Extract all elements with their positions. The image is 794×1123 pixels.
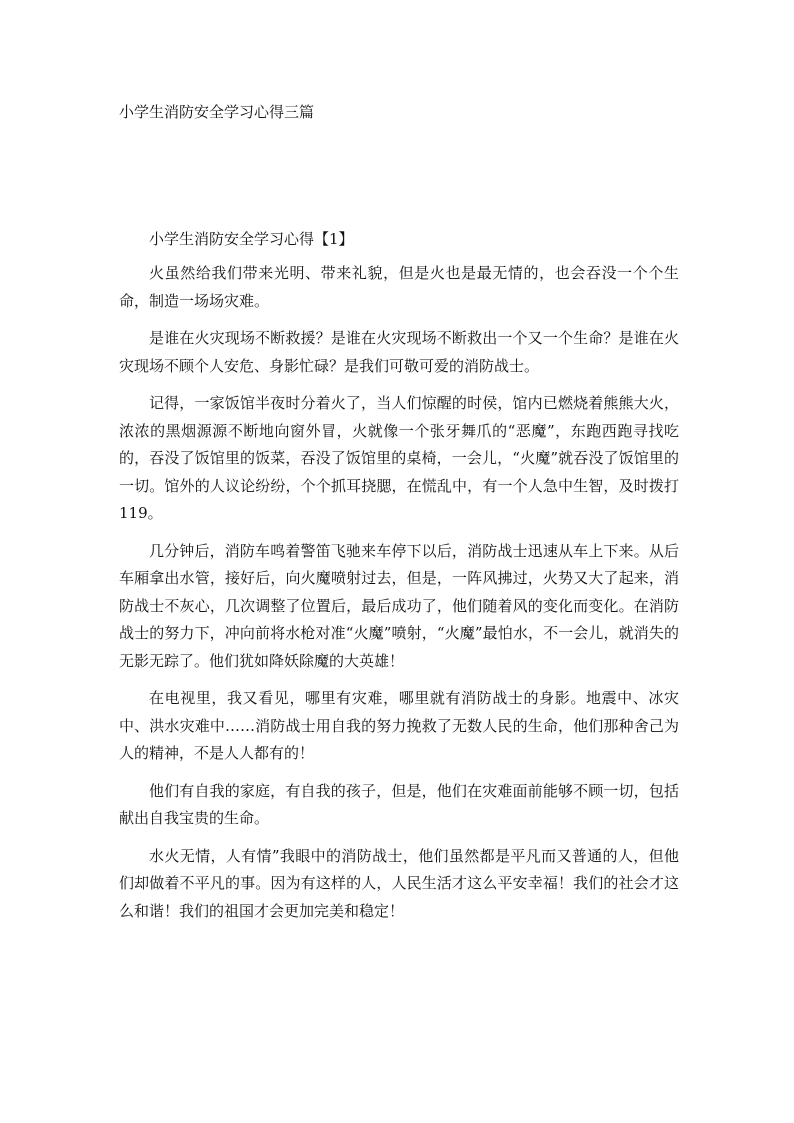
paragraph-5: 在电视里，我又看见，哪里有灾难，哪里就有消防战士的身影。地震中、冰灾中、洪水灾难中……消防战士用自我的努力挽救了无数人民的生命，他们那种舍己为人的精神，不是人人都有的！	[119, 689, 679, 762]
document-title: 小学生消防安全学习心得三篇	[119, 103, 315, 121]
section-heading: 小学生消防安全学习心得【1】	[149, 230, 354, 248]
paragraph-4: 几分钟后，消防车鸣着警笛飞驰来车停下以后，消防战士迅速从车上下来。从后车厢拿出水管，接好后，向火魔喷射过去，但是，一阵风拂过，火势又大了起来，消防战士不灰心，几次调整了位置后，最后成功了，他们随着风的变化而变化。在消防战士的努力下，冲向前将水枪对准“火魔”喷射，“火魔”最怕水，不一会儿，就消失的无影无踪了。他们犹如降妖除魔的大英雄！	[119, 541, 679, 670]
paragraph-3: 记得，一家饭馆半夜时分着火了，当人们惊醒的时侯，馆内已燃烧着熊熊大火，浓浓的黑烟源源不断地向窗外冒，火就像一个张牙舞爪的“恶魔”，东跑西跑寻找吃的，吞没了饭馆里的饭菜，吞没了饭馆里的桌椅，一会儿，“火魔”就吞没了饭馆里的一切。馆外的人议论纷纷，个个抓耳挠腮，在慌乱中，有一个人急中生智，及时拨打119。	[119, 394, 679, 522]
paragraph-7: 水火无情，人有情”我眼中的消防战士，他们虽然都是平凡而又普通的人，但他们却做着不平凡的事。因为有这样的人，人民生活才这么平安幸福！我们的社会才这么和谐！我们的祖国才会更加完美和稳定！	[119, 846, 679, 920]
paragraph-2: 是谁在火灾现场不断救援？是谁在火灾现场不断救出一个又一个生命？是谁在火灾现场不顾个人安危、身影忙碌？是我们可敬可爱的消防战士。	[119, 329, 679, 375]
paragraph-1: 火虽然给我们带来光明、带来礼貌，但是火也是最无情的，也会吞没一个个生命，制造一场场灾难。	[119, 264, 679, 310]
paragraph-6: 他们有自我的家庭，有自我的孩子，但是，他们在灾难面前能够不顾一切，包括献出自我宝贵的生命。	[119, 781, 679, 827]
document-body	[119, 228, 679, 935]
